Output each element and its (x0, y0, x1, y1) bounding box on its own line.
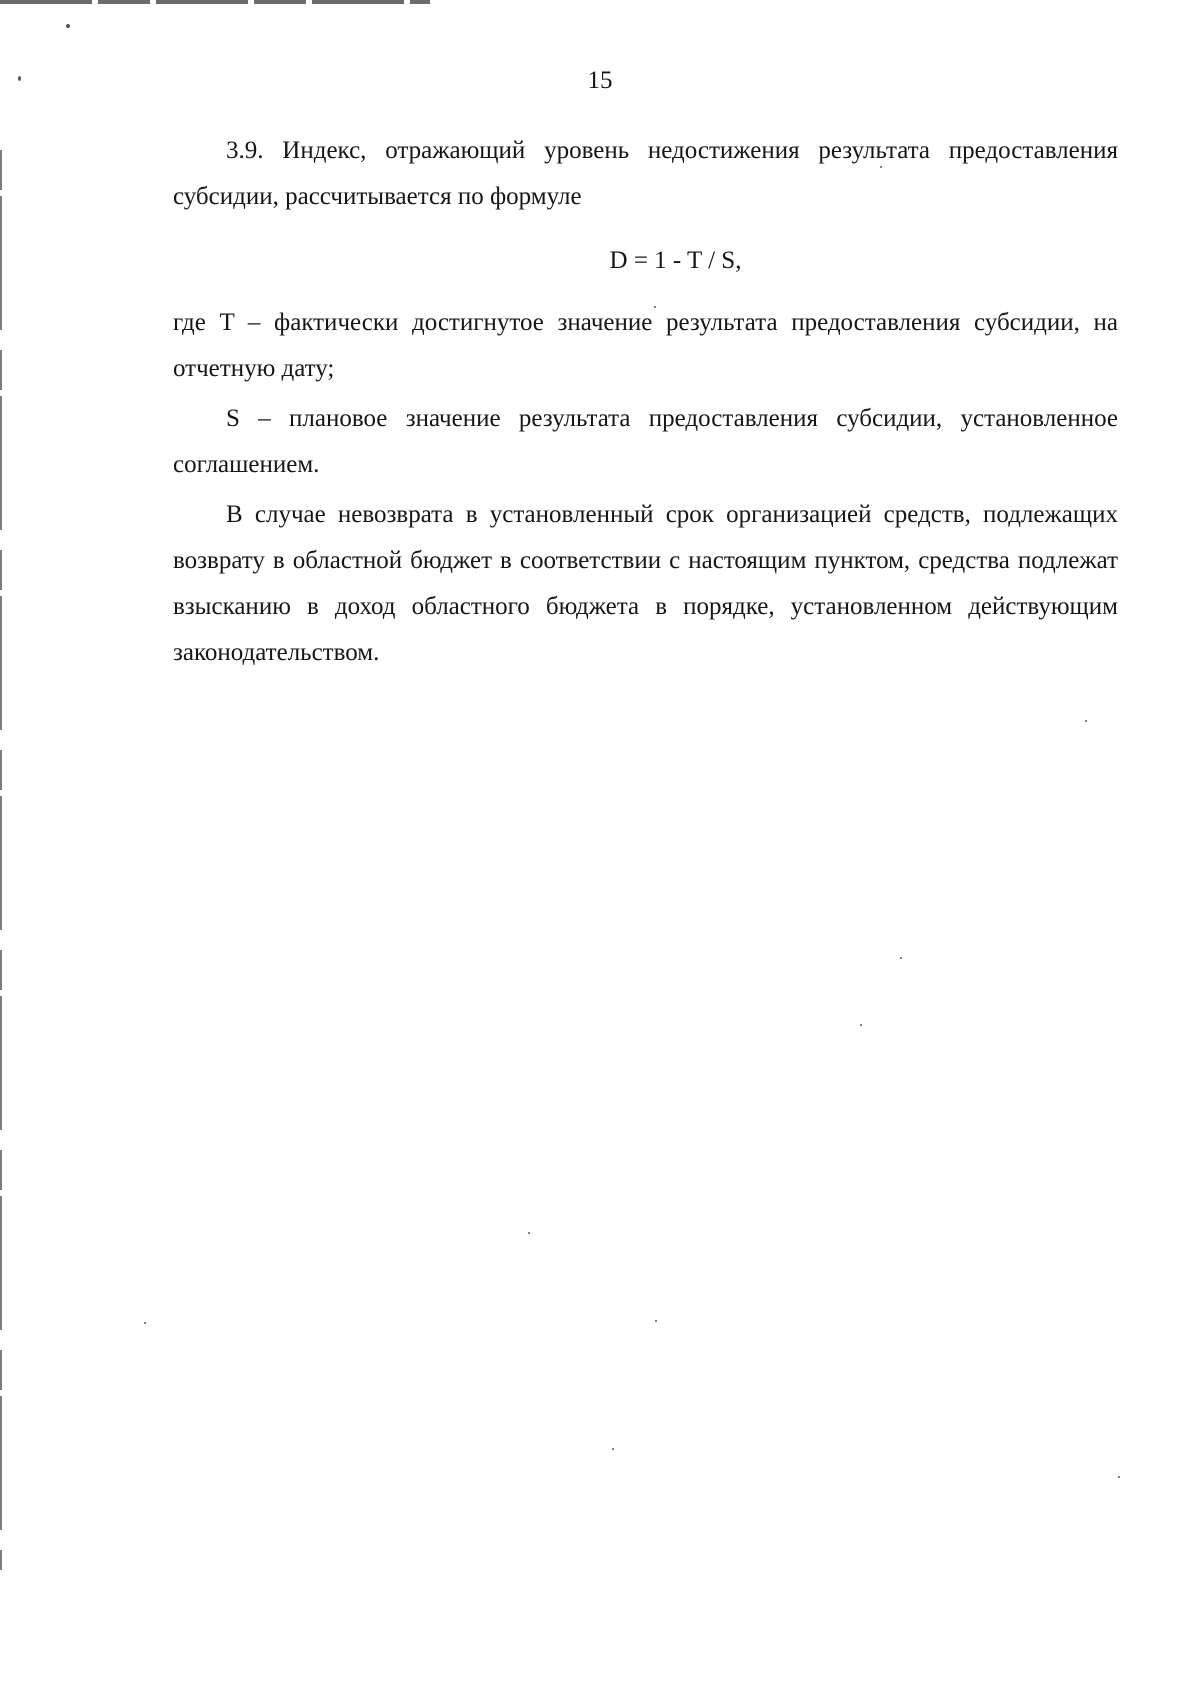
scan-speck (612, 1448, 614, 1450)
paragraph-s-definition: S – плановое значение результата предоставления субсидии, установленное соглашением. (173, 405, 1118, 478)
scan-speck (144, 1322, 146, 1324)
scan-speck (1085, 720, 1087, 722)
scan-speck (1118, 1476, 1120, 1478)
scan-edge-left (0, 150, 2, 1570)
scan-speck (66, 24, 70, 28)
scan-edge-top (0, 0, 430, 4)
formula: D = 1 - T / S, (609, 247, 742, 274)
scan-speck (655, 1320, 657, 1322)
formula-block (173, 238, 1118, 284)
scan-speck (860, 1024, 862, 1026)
page-number: 15 (587, 67, 613, 94)
scan-speck (900, 957, 902, 959)
document-body (173, 128, 1118, 676)
scan-speck (528, 1232, 530, 1234)
paragraph-t-definition: где T – фактически достигнутое значение результата предоставления субсидии, на отчетную дату; (173, 309, 1118, 382)
paragraph-index-definition: 3.9. Индекс, отражающий уровень недостижения результата предоставления субсидии, рассчитывается по формуле (173, 137, 1118, 210)
paragraph-refund-clause: В случае невозврата в установленный срок организацией средств, подлежащих возврату в областной бюджет в соответствии с настоящим пунктом, средства подлежат взысканию в доход областного бюджета в порядке, установленном действующим законодательством. (173, 501, 1118, 666)
